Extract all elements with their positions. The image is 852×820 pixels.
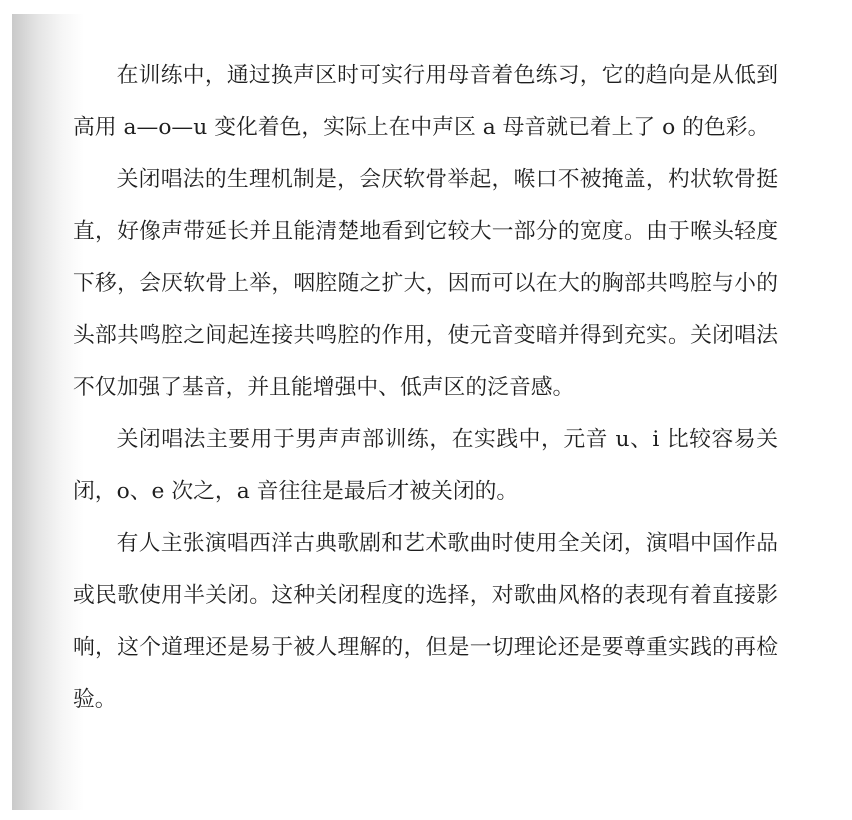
paragraph-1: 在训练中，通过换声区时可实行用母音着色练习，它的趋向是从低到高用 a—o—u 变化着色，实际上在中声区 a 母音就已着上了 o 的色彩。 [73, 63, 778, 140]
paragraph-2: 关闭唱法的生理机制是，会厌软骨举起，喉口不被掩盖，杓状软骨挺直，好像声带延长并且能清楚地看到它较大一部分的宽度。由于喉头轻度下移，会厌软骨上举，咽腔随之扩大，因而可以在大的胸部共鸣腔与小的头部共鸣腔之间起连接共鸣腔的作用，使元音变暗并得到充实。关闭唱法不仅加强了基音，并且能增强中、低声区的泛音感。 [73, 167, 778, 400]
paragraph-4: 有人主张演唱西洋古典歌剧和艺术歌曲时使用全关闭，演唱中国作品或民歌使用半关闭。这种关闭程度的选择，对歌曲风格的表现有着直接影响，这个道理还是易于被人理解的，但是一切理论还是要尊重实践的再检验。 [73, 531, 778, 712]
body-text [73, 50, 778, 726]
paragraph-3: 关闭唱法主要用于男声声部训练，在实践中，元音 u、i 比较容易关闭，o、e 次之，a 音往往是最后才被关闭的。 [73, 427, 778, 504]
